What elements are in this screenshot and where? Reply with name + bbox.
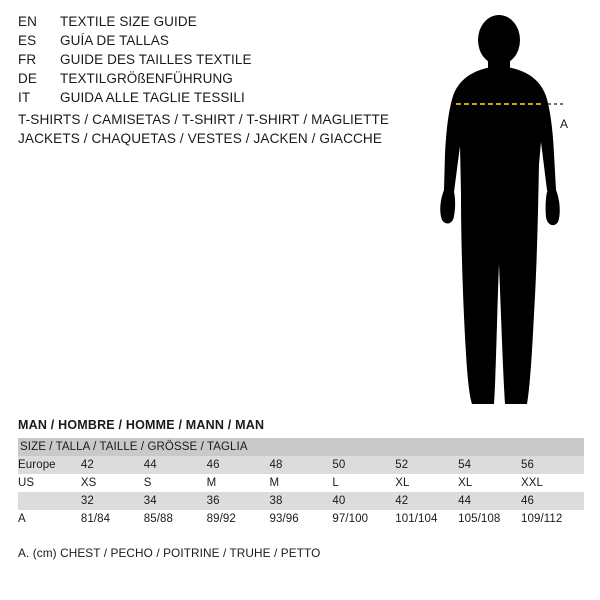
cell: 46 [521, 492, 584, 510]
cell: 40 [332, 492, 395, 510]
cell: M [270, 474, 333, 492]
cell: 93/96 [270, 510, 333, 528]
cell: 34 [144, 492, 207, 510]
cell: 54 [458, 456, 521, 474]
cell: 44 [144, 456, 207, 474]
cell: 56 [521, 456, 584, 474]
language-row [18, 71, 378, 90]
language-title: GUIDA ALLE TAGLIE TESSILI [60, 90, 245, 105]
silhouette-icon [408, 14, 593, 414]
language-title: TEXTILE SIZE GUIDE [60, 14, 197, 29]
language-row [18, 90, 378, 109]
row-label: US [18, 474, 81, 492]
cell: 105/108 [458, 510, 521, 528]
cell: L [332, 474, 395, 492]
cell: 42 [395, 492, 458, 510]
language-code: EN [18, 14, 37, 29]
language-code: ES [18, 33, 37, 48]
category-tshirts: T-SHIRTS / CAMISETAS / T-SHIRT / T-SHIRT / MAGLIETTE [18, 112, 390, 127]
table-row [18, 474, 584, 492]
cell: XL [395, 474, 458, 492]
language-code: DE [18, 71, 37, 86]
cell: XXL [521, 474, 584, 492]
language-title: GUIDE DES TAILLES TEXTILE [60, 52, 252, 67]
cell: XL [458, 474, 521, 492]
language-title: GUÍA DE TALLAS [60, 33, 169, 48]
language-row [18, 52, 378, 71]
table-row [18, 456, 584, 474]
table-footnote: A. (cm) CHEST / PECHO / POITRINE / TRUHE / PETTO [18, 546, 321, 560]
cell: 42 [81, 456, 144, 474]
cell: 46 [207, 456, 270, 474]
language-title: TEXTILGRÖßENFÜHRUNG [60, 71, 233, 86]
cell: 101/104 [395, 510, 458, 528]
table-header-row [18, 438, 584, 456]
table-header-label: SIZE / TALLA / TAILLE / GRÖSSE / TAGLIA [18, 438, 584, 456]
cell: 89/92 [207, 510, 270, 528]
language-row [18, 14, 378, 33]
male-silhouette-figure [408, 14, 593, 414]
table-row [18, 510, 584, 528]
table-title: MAN / HOMBRE / HOMME / MANN / MAN [18, 418, 265, 432]
garment-category-list [18, 110, 418, 148]
cell: 48 [270, 456, 333, 474]
cell: 44 [458, 492, 521, 510]
language-code: IT [18, 90, 31, 105]
cell: S [144, 474, 207, 492]
row-label: Europe [18, 456, 81, 474]
language-list [18, 14, 378, 109]
cell: 36 [207, 492, 270, 510]
row-label [18, 492, 81, 510]
cell: 109/112 [521, 510, 584, 528]
cell: M [207, 474, 270, 492]
cell: 50 [332, 456, 395, 474]
cell: 32 [81, 492, 144, 510]
cell: XS [81, 474, 144, 492]
row-label: A [18, 510, 81, 528]
cell: 38 [270, 492, 333, 510]
chest-measure-label: A [560, 117, 569, 131]
size-table-area [18, 418, 584, 528]
language-code: FR [18, 52, 37, 67]
cell: 52 [395, 456, 458, 474]
cell: 85/88 [144, 510, 207, 528]
language-row [18, 33, 378, 52]
table-row [18, 492, 584, 510]
size-table [18, 438, 584, 528]
category-jackets: JACKETS / CHAQUETAS / VESTES / JACKEN / GIACCHE [18, 131, 382, 146]
cell: 81/84 [81, 510, 144, 528]
cell: 97/100 [332, 510, 395, 528]
